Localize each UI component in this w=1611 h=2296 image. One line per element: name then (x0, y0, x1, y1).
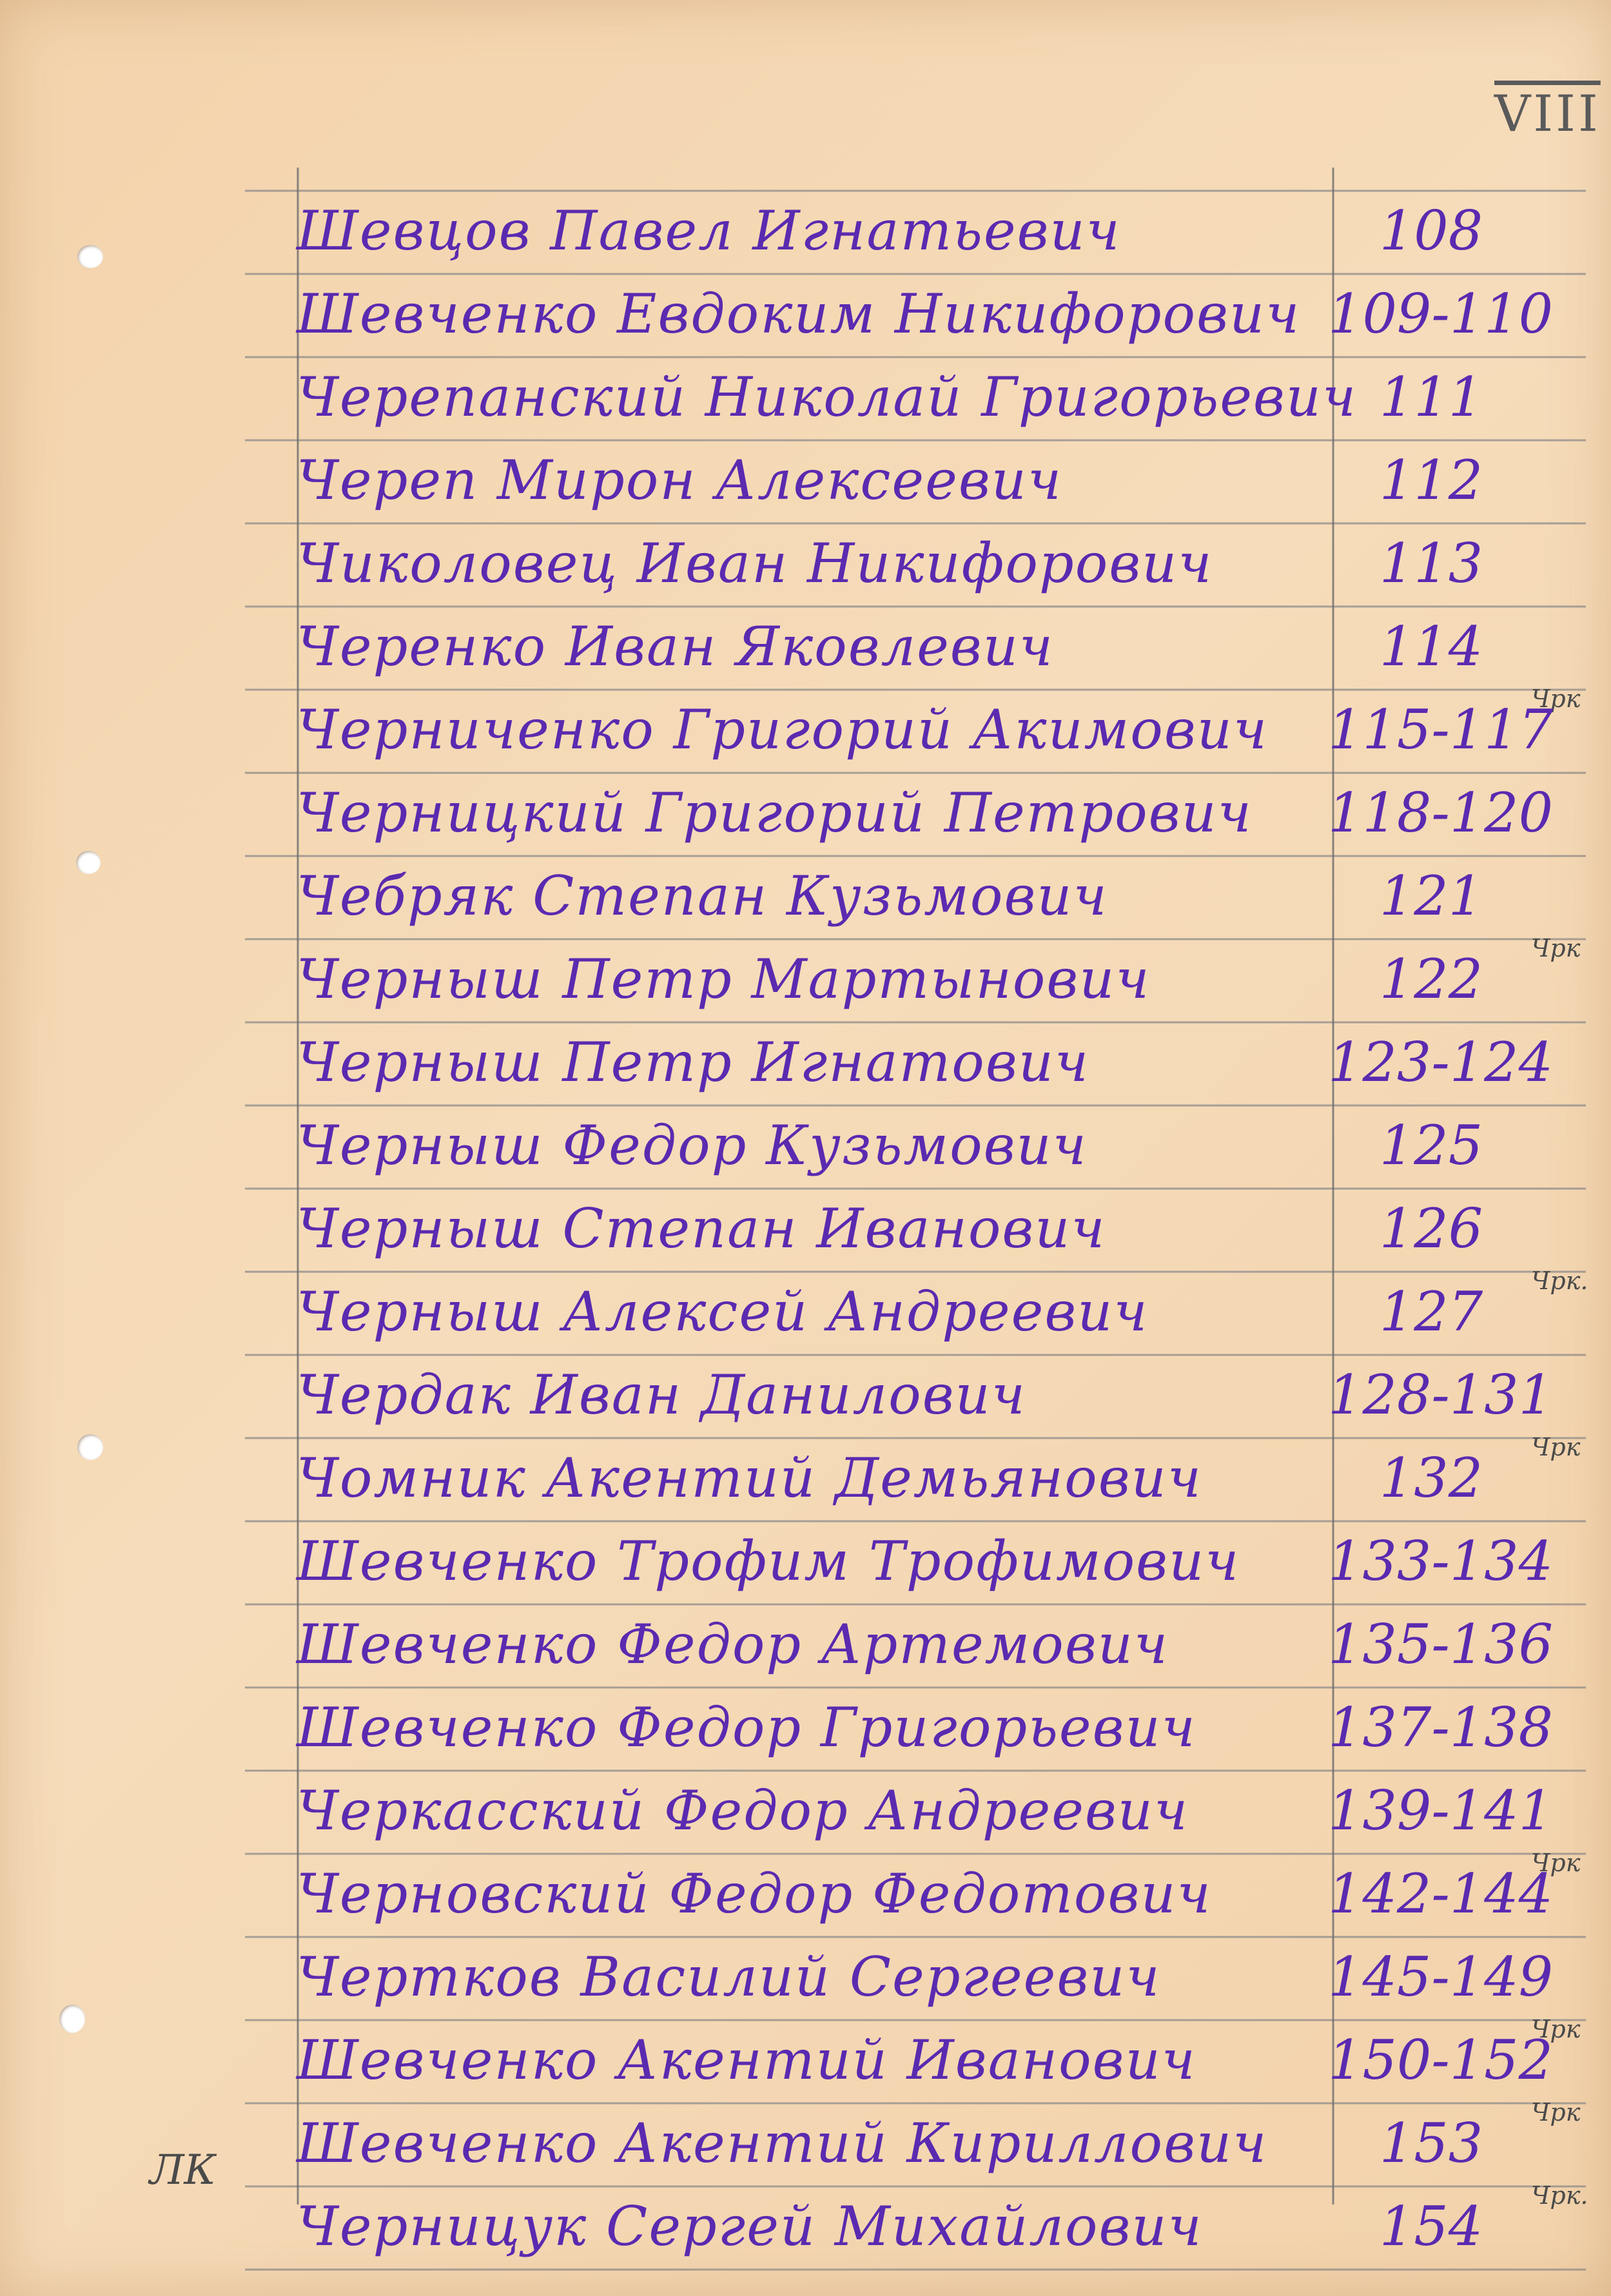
punch-hole-top (77, 245, 103, 268)
punch-hole-lower (77, 1434, 103, 1460)
page-numbers: 137-138 (1328, 1696, 1554, 1759)
list-row (258, 191, 1586, 274)
person-name: Шевченко Трофим Трофимович (297, 1530, 1240, 1593)
person-name: Черкасский Федор Андреевич (297, 1779, 1189, 1842)
list-row (258, 934, 1586, 1022)
person-name: Черновский Федор Федотович (297, 1862, 1212, 1925)
page-numbers: 108 (1379, 199, 1483, 262)
page-numbers: 139-141 (1328, 1779, 1554, 1842)
person-name: Шевченко Акентий Иванович (297, 2028, 1196, 2092)
list-row (258, 1189, 1586, 1272)
margin-note: ЛК (150, 2146, 216, 2194)
person-name: Шевченко Евдоким Никифорович (297, 282, 1301, 345)
list-row (258, 1688, 1586, 1771)
person-name: Шевченко Федор Артемович (297, 1613, 1169, 1676)
person-name: Чердак Иван Данилович (297, 1363, 1026, 1426)
row-note: Чрк (1531, 2098, 1581, 2126)
page-numbers: 145-149 (1328, 1945, 1554, 2009)
person-name: Черныш Петр Игнатович (297, 1031, 1090, 1094)
person-name: Череп Мирон Алексеевич (297, 449, 1063, 512)
page-numbers: 132 (1379, 1446, 1483, 1510)
row-note: Чрк. (1531, 1267, 1588, 1295)
page-numbers: 150-152 (1328, 2028, 1554, 2092)
page-numbers: 154 (1379, 2195, 1483, 2258)
page-numbers: 133-134 (1328, 1530, 1554, 1593)
page-numbers: 127 (1379, 1280, 1483, 1343)
person-name: Черенко Иван Яковлевич (297, 615, 1055, 678)
name-list (258, 191, 1586, 2270)
list-row (258, 2181, 1588, 2270)
list-row (258, 523, 1586, 607)
row-note: Чрк (1531, 1849, 1581, 1877)
list-row (258, 274, 1586, 357)
list-row (258, 607, 1586, 690)
list-row (258, 2015, 1586, 2103)
list-row (258, 1433, 1586, 1521)
list-row (258, 1355, 1586, 1438)
person-name: Чиколовец Иван Никифорович (297, 532, 1213, 595)
person-name: Чебряк Степан Кузьмович (297, 864, 1108, 928)
punch-hole-middle (76, 851, 101, 874)
list-row (258, 1937, 1586, 2020)
person-name: Черныш Алексей Андреевич (297, 1280, 1149, 1343)
page-numbers: 142-144 (1328, 1862, 1554, 1925)
page-numbers: 114 (1379, 615, 1483, 678)
person-name: Шевченко Федор Григорьевич (297, 1696, 1196, 1759)
person-name: Шевченко Акентий Кириллович (297, 2112, 1268, 2175)
page-numbers: 123-124 (1328, 1031, 1554, 1094)
page-numbers: 121 (1379, 864, 1483, 928)
list-row (258, 1022, 1586, 1105)
list-row (258, 773, 1586, 856)
list-row (258, 1267, 1588, 1355)
page-numbers: 113 (1379, 532, 1483, 595)
person-name: Черниченко Григорий Акимович (297, 698, 1269, 761)
page-numbers: 112 (1379, 449, 1483, 512)
list-row (258, 1105, 1586, 1189)
page-numbers: 135-136 (1328, 1613, 1554, 1676)
page-numbers: 126 (1379, 1197, 1483, 1260)
page-numbers: 128-131 (1328, 1363, 1554, 1426)
row-note: Чрк (1531, 934, 1581, 962)
page-numbers: 153 (1379, 2112, 1483, 2175)
person-name: Черепанский Николай Григорьевич (297, 365, 1358, 429)
person-name: Черныш Федор Кузьмович (297, 1114, 1088, 1177)
page-numbers: 122 (1379, 948, 1483, 1011)
page-numbers: 109-110 (1328, 282, 1554, 345)
person-name: Черныш Петр Мартынович (297, 948, 1151, 1011)
person-name: Чомник Акентий Демьянович (297, 1446, 1202, 1510)
list-row (258, 1604, 1586, 1688)
page-numbers: 125 (1379, 1114, 1483, 1177)
person-name: Черныш Степан Иванович (297, 1197, 1106, 1260)
list-row (258, 440, 1586, 523)
list-row (258, 357, 1586, 440)
list-row (258, 1849, 1586, 1937)
list-row (258, 685, 1586, 773)
page-numbers: 118-120 (1328, 781, 1554, 844)
row-note: Чрк (1531, 2015, 1581, 2043)
sheet-number: VIII (1494, 85, 1601, 143)
row-note: Чрк (1531, 685, 1581, 713)
page-numbers: 115-117 (1328, 698, 1554, 761)
row-note: Чрк. (1531, 2181, 1588, 2210)
list-row (258, 1521, 1586, 1604)
list-row (258, 1771, 1586, 1854)
person-name: Чертков Василий Сергеевич (297, 1945, 1161, 2009)
list-row (258, 2098, 1586, 2186)
person-name: Черницук Сергей Михайлович (297, 2195, 1203, 2258)
page-numbers: 111 (1379, 365, 1483, 429)
punch-hole-bottom (59, 2005, 85, 2033)
person-name: Шевцов Павел Игнатьевич (297, 199, 1121, 262)
list-row (258, 856, 1586, 939)
row-note: Чрк (1531, 1433, 1581, 1461)
person-name: Черницкий Григорий Петрович (297, 781, 1253, 844)
